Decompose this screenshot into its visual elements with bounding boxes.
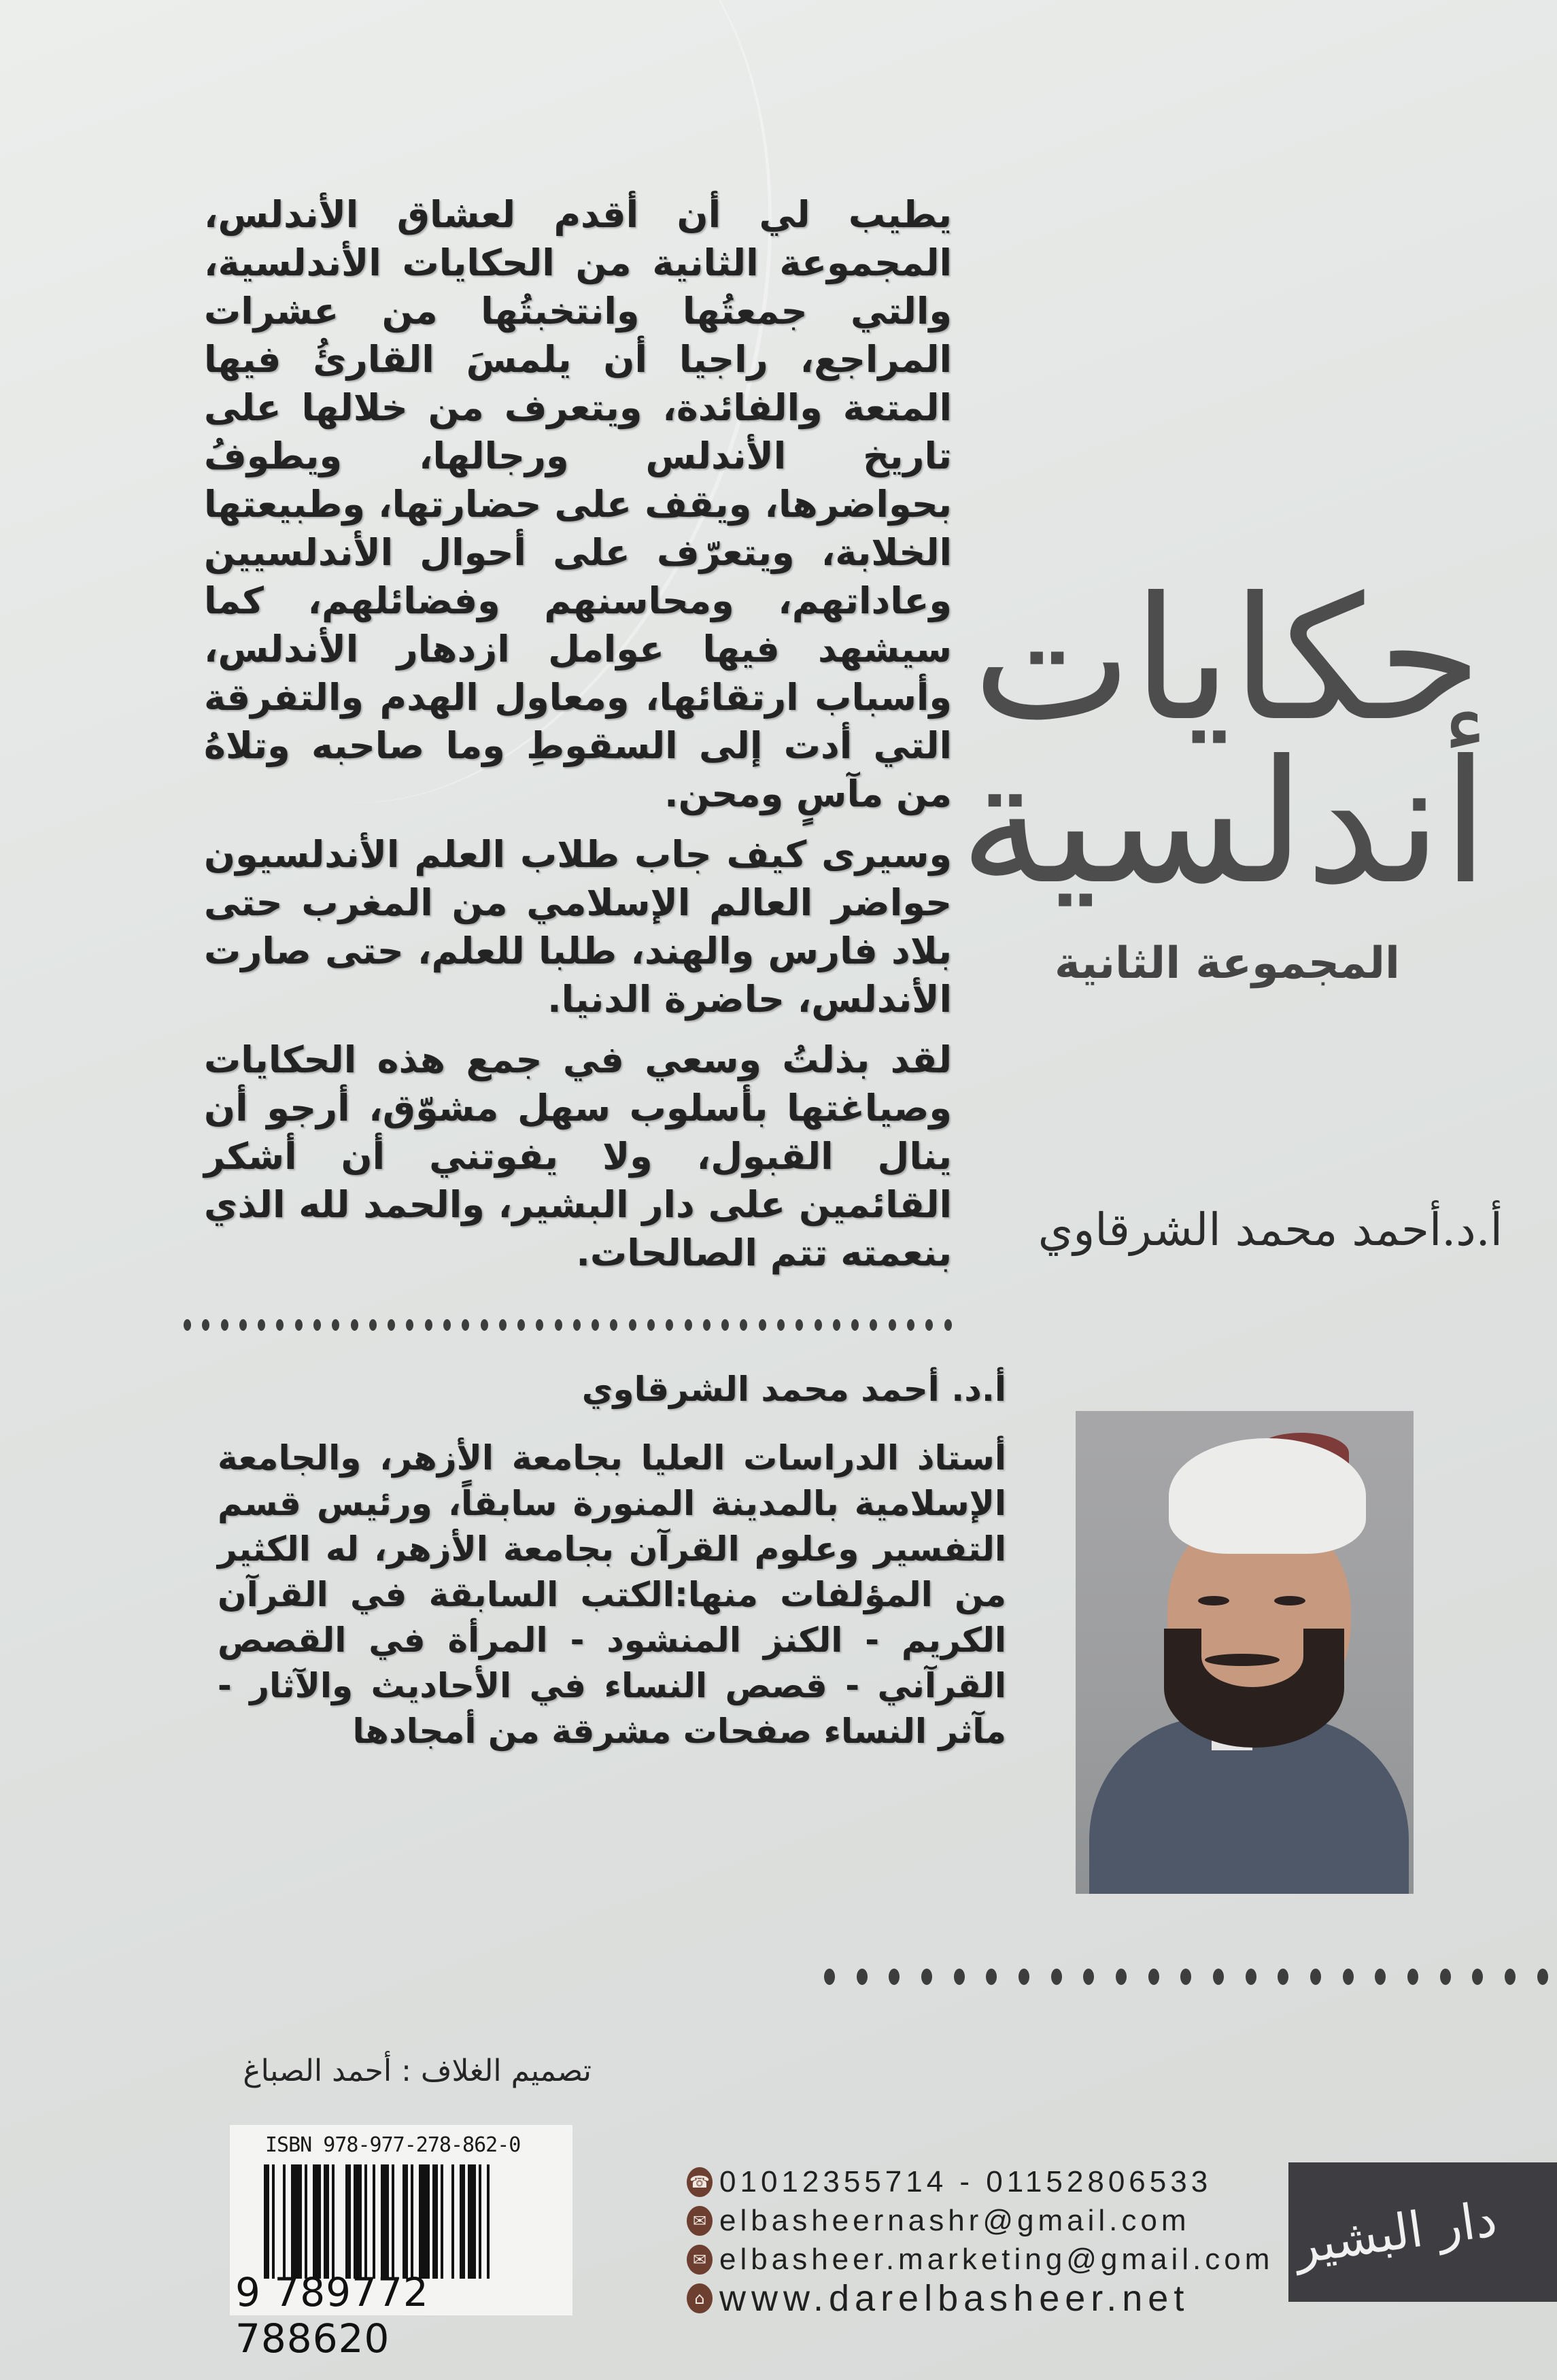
- divider-dot: [851, 1319, 859, 1331]
- barcode-bar: [432, 2164, 438, 2279]
- divider-dot: [685, 1319, 692, 1331]
- portrait-eye: [1274, 1596, 1305, 1605]
- barcode-bar: [264, 2164, 269, 2279]
- divider-dot: [1375, 1969, 1386, 1985]
- divider-dot: [857, 1969, 868, 1985]
- divider-dot: [276, 1319, 284, 1331]
- divider-dot: [647, 1319, 655, 1331]
- author-portrait: [1076, 1411, 1414, 1894]
- divider-dot: [1278, 1969, 1288, 1985]
- barcode-bar: [345, 2164, 351, 2279]
- divider-dot: [833, 1319, 840, 1331]
- dotted-divider: [824, 1969, 1548, 1985]
- blurb-paragraph: لقد بذلتُ وسعي في جمع هذه الحكايات وصياغتها بأسلوب سهل مشوّق، أرجو أن ينال القبول، ولا يفوتني أن أشكر القائمين على دار البشير، والحمد لله الذي بنعمته تتم الصالحات.: [204, 1038, 952, 1274]
- divider-dot: [443, 1319, 451, 1331]
- barcode-bar: [411, 2164, 413, 2279]
- divider-dot: [406, 1319, 413, 1331]
- contact-email: [687, 2201, 1273, 2240]
- book-title-block: [959, 560, 1489, 989]
- blurb-paragraph: وسيرى كيف جاب طلاب العلم الأندلسيون حواضر العالم الإسلامي من المغرب حتى بلاد فارس والهند، طلبا للعلم، حتى صارت الأندلس، حاضرة الدنيا.: [204, 833, 952, 1021]
- divider-dot: [1537, 1969, 1548, 1985]
- publisher-contacts: [687, 2162, 1273, 2317]
- contact-email: [687, 2240, 1273, 2279]
- divider-dot: [202, 1319, 209, 1331]
- dotted-divider: [184, 1319, 952, 1331]
- portrait-mustache: [1205, 1654, 1280, 1666]
- divider-dot: [1083, 1969, 1094, 1985]
- book-title-line-1: حكايات: [972, 560, 1482, 758]
- cover-author-name: أ.د.أحمد محمد الشرقاوي: [1038, 1204, 1503, 1256]
- divider-dot: [239, 1319, 247, 1331]
- divider-dot: [517, 1319, 525, 1331]
- portrait-eye: [1198, 1596, 1229, 1605]
- divider-dot: [1213, 1969, 1224, 1985]
- divider-dot: [721, 1319, 729, 1331]
- divider-dot: [332, 1319, 339, 1331]
- email-icon: ✉: [687, 2206, 713, 2236]
- barcode-bar: [324, 2164, 329, 2279]
- divider-dot: [1148, 1969, 1159, 1985]
- email-icon: ✉: [687, 2245, 713, 2275]
- barcode-bar: [364, 2164, 367, 2279]
- barcode-bar: [332, 2164, 335, 2279]
- portrait-beard: [1164, 1629, 1344, 1748]
- barcode-bar: [451, 2164, 454, 2279]
- book-title-line-2: أندلسية: [959, 724, 1489, 921]
- barcode-bar: [460, 2164, 465, 2279]
- divider-dot: [759, 1319, 766, 1331]
- divider-dot: [1407, 1969, 1418, 1985]
- barcode-bar: [305, 2164, 307, 2279]
- barcode-bar: [479, 2164, 481, 2279]
- divider-dot: [536, 1319, 543, 1331]
- cover-design-credit: تصميم الغلاف : أحمد الصباغ: [243, 2054, 592, 2088]
- divider-dot: [1440, 1969, 1451, 1985]
- divider-dot: [986, 1969, 997, 1985]
- divider-dot: [740, 1319, 747, 1331]
- divider-dot: [944, 1319, 952, 1331]
- divider-dot: [954, 1969, 965, 1985]
- barcode-bar: [272, 2164, 275, 2279]
- home-icon: ⌂: [687, 2283, 713, 2313]
- divider-dot: [1180, 1969, 1191, 1985]
- divider-dot: [795, 1319, 803, 1331]
- divider-dot: [1246, 1969, 1256, 1985]
- author-bio: [218, 1367, 1006, 1754]
- email-address[interactable]: elbasheer.marketing@gmail.com: [719, 2242, 1274, 2276]
- divider-dot: [481, 1319, 488, 1331]
- divider-dot: [499, 1319, 507, 1331]
- divider-dot: [1343, 1969, 1354, 1985]
- isbn-label: ISBN 978-977-278-862-0: [265, 2133, 521, 2157]
- divider-dot: [313, 1319, 321, 1331]
- divider-dot: [592, 1319, 599, 1331]
- divider-dot: [815, 1319, 822, 1331]
- divider-dot: [369, 1319, 377, 1331]
- isbn-barcode: [230, 2125, 572, 2362]
- barcode-bar: [291, 2164, 302, 2279]
- divider-dot: [425, 1319, 432, 1331]
- divider-dot: [777, 1319, 785, 1331]
- divider-dot: [907, 1319, 914, 1331]
- divider-dot: [388, 1319, 395, 1331]
- divider-dot: [555, 1319, 562, 1331]
- divider-dot: [351, 1319, 358, 1331]
- divider-dot: [610, 1319, 617, 1331]
- barcode-bar: [419, 2164, 430, 2279]
- bio-author-name: أ.د. أحمد محمد الشرقاوي: [581, 1370, 1006, 1409]
- divider-dot: [889, 1969, 900, 1985]
- divider-dot: [703, 1319, 711, 1331]
- divider-dot: [295, 1319, 303, 1331]
- publisher-logo-text: دار البشير: [1290, 2190, 1501, 2275]
- barcode-bar: [441, 2164, 443, 2279]
- book-subtitle: المجموعة الثانية: [1055, 938, 1400, 989]
- barcode-bar: [381, 2164, 389, 2279]
- divider-dot: [573, 1319, 581, 1331]
- divider-dot: [258, 1319, 265, 1331]
- divider-dot: [221, 1319, 228, 1331]
- divider-dot: [925, 1319, 933, 1331]
- website-url[interactable]: www.darelbasheer.net: [719, 2277, 1190, 2319]
- divider-dot: [1505, 1969, 1516, 1985]
- phone-numbers: 01012355714 - 01152806533: [719, 2164, 1212, 2198]
- divider-dot: [629, 1319, 636, 1331]
- divider-dot: [666, 1319, 673, 1331]
- barcode-bar: [392, 2164, 394, 2279]
- publisher-logo: [1288, 2162, 1557, 2302]
- barcode-bar: [487, 2164, 490, 2279]
- barcode-bar: [468, 2164, 476, 2279]
- divider-dot: [870, 1319, 877, 1331]
- barcode-bar: [373, 2164, 375, 2279]
- divider-dot: [1051, 1969, 1062, 1985]
- bio-text: أستاذ الدراسات العليا بجامعة الأزهر، والجامعة الإسلامية بالمدينة المنورة سابقاً، ورئيس قسم التفسير وعلوم القرآن بجامعة الأزهر، له الكثير من المؤلفات منها:الكتب السابقة في القرآن الكريم - الكنز المنشود - المرأة في القصص القرآني - قصص النساء في الأحاديث والآثار - مآثر النساء صفحات مشرقة من أمجادها: [218, 1438, 1006, 1751]
- barcode-bar: [313, 2164, 321, 2279]
- divider-dot: [921, 1969, 932, 1985]
- blurb-paragraph: يطيب لي أن أقدم لعشاق الأندلس، المجموعة الثانية من الحكايات الأندلسية، والتي جمعتُها وانتخبتُها من عشرات المراجع، راجيا أن يلمسَ القارئُ فيها المتعة والفائدة، ويتعرف من خلالها على تاريخ الأندلس ورجالها، ويطوفُ بحواضرها، ويقف على حضارتها، وطبيعتها الخلابة، ويتعرّف على أحوال الأندلسيين وعاداتهم، ومحاسنهم وفضائلهم، كما سيشهد فيها عوامل ازدهار الأندلس، وأسباب ارتقائها، ومعاول الهدم والتفرقة التي أدت إلى السقوطِ وما صاحبه وتلاهُ من مآسٍ ومحن.: [204, 193, 952, 815]
- contact-website: [687, 2279, 1273, 2317]
- barcode-bar: [283, 2164, 286, 2279]
- portrait-turban: [1169, 1438, 1366, 1554]
- blurb-text: [204, 190, 952, 1289]
- divider-dot: [184, 1319, 191, 1331]
- divider-dot: [1019, 1969, 1029, 1985]
- barcode-digits: 9 789772 788620: [235, 2269, 429, 2362]
- divider-dot: [824, 1969, 835, 1985]
- divider-dot: [462, 1319, 469, 1331]
- email-address[interactable]: elbasheernashr@gmail.com: [719, 2203, 1191, 2237]
- barcode-bar: [403, 2164, 408, 2279]
- divider-dot: [1310, 1969, 1321, 1985]
- divider-dot: [1472, 1969, 1483, 1985]
- barcode-bars: [264, 2164, 547, 2279]
- divider-dot: [1116, 1969, 1127, 1985]
- barcode-bar: [354, 2164, 362, 2279]
- divider-dot: [889, 1319, 896, 1331]
- contact-phone: [687, 2162, 1273, 2201]
- phone-icon: ☎: [687, 2167, 713, 2197]
